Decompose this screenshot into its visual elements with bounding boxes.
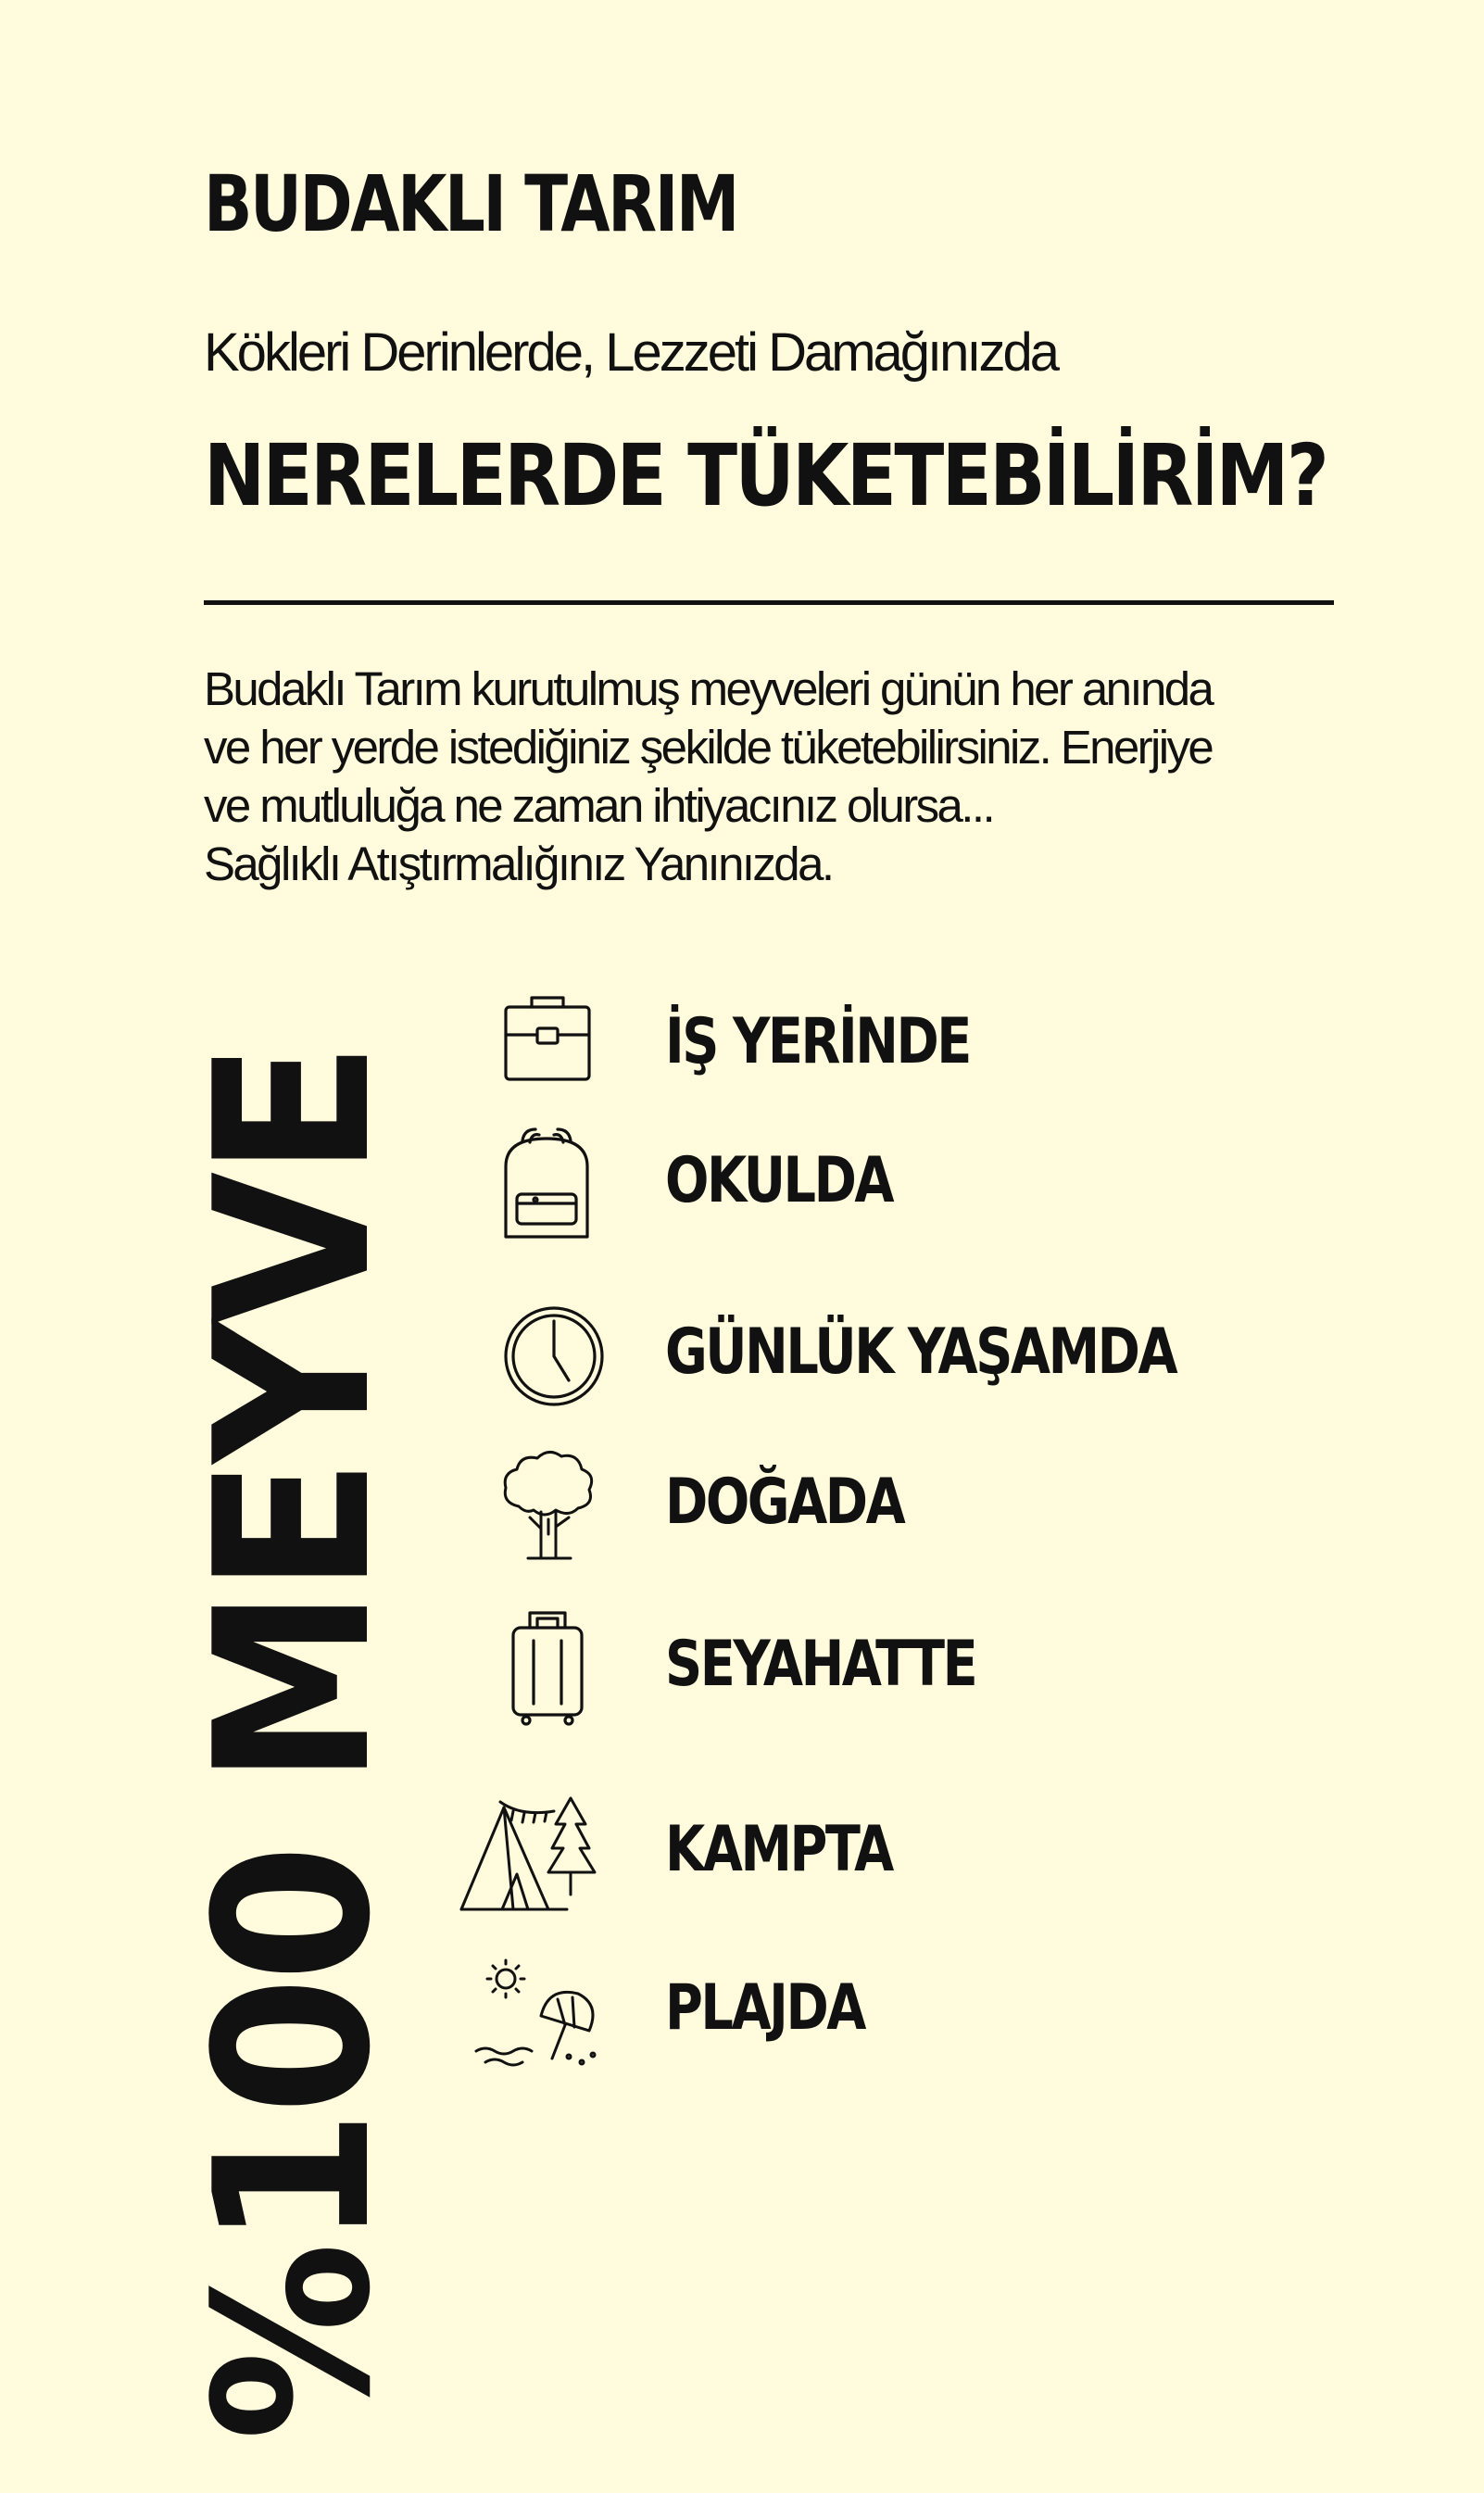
tent-icon	[456, 1793, 613, 1913]
description	[204, 660, 1352, 893]
place-label: SEYAHATTE	[665, 1628, 976, 1701]
tree-icon	[482, 1445, 611, 1566]
place-item-work	[482, 985, 1223, 1105]
place-label: DOĞADA	[665, 1466, 904, 1539]
brand-title: BUDAKLI TARIM	[204, 158, 737, 249]
place-item-school	[482, 1124, 1223, 1244]
place-item-daily	[482, 1295, 1223, 1416]
place-label: OKULDA	[665, 1144, 893, 1217]
description-line: Budaklı Tarım kurutulmuş meyveleri günün her anında	[204, 662, 1213, 715]
place-item-camping	[482, 1793, 1223, 1913]
place-label: GÜNLÜK YAŞAMDA	[665, 1316, 1176, 1389]
place-item-beach	[482, 1951, 1223, 2071]
place-label: KAMPTA	[665, 1813, 892, 1886]
place-label: İŞ YERİNDE	[665, 1005, 970, 1078]
divider	[204, 600, 1334, 605]
place-item-nature	[482, 1445, 1223, 1566]
description-line: Sağlıklı Atıştırmalığınız Yanınızda.	[204, 837, 833, 890]
tagline: Kökleri Derinlerde, Lezzeti Damağınızda	[204, 322, 1058, 383]
briefcase-icon	[482, 985, 611, 1105]
fruit-percentage-badge	[170, 994, 418, 2441]
suitcase-icon	[482, 1607, 611, 1728]
place-item-travel	[482, 1607, 1223, 1728]
fruit-percentage-text: %100 MEYVE	[170, 1046, 418, 2441]
place-label: PLAJDA	[665, 1971, 864, 2045]
page-question-heading: NERELERDE TÜKETEBİLİRİM?	[204, 426, 1327, 525]
description-line: ve mutluluğa ne zaman ihtiyacınız olursa...	[204, 779, 994, 832]
clock-icon	[482, 1295, 611, 1416]
backpack-icon	[482, 1124, 611, 1244]
beach-icon	[469, 1951, 608, 2071]
description-line: ve her yerde istediğiniz şekilde tüketebilirsiniz. Enerjiye	[204, 721, 1213, 774]
